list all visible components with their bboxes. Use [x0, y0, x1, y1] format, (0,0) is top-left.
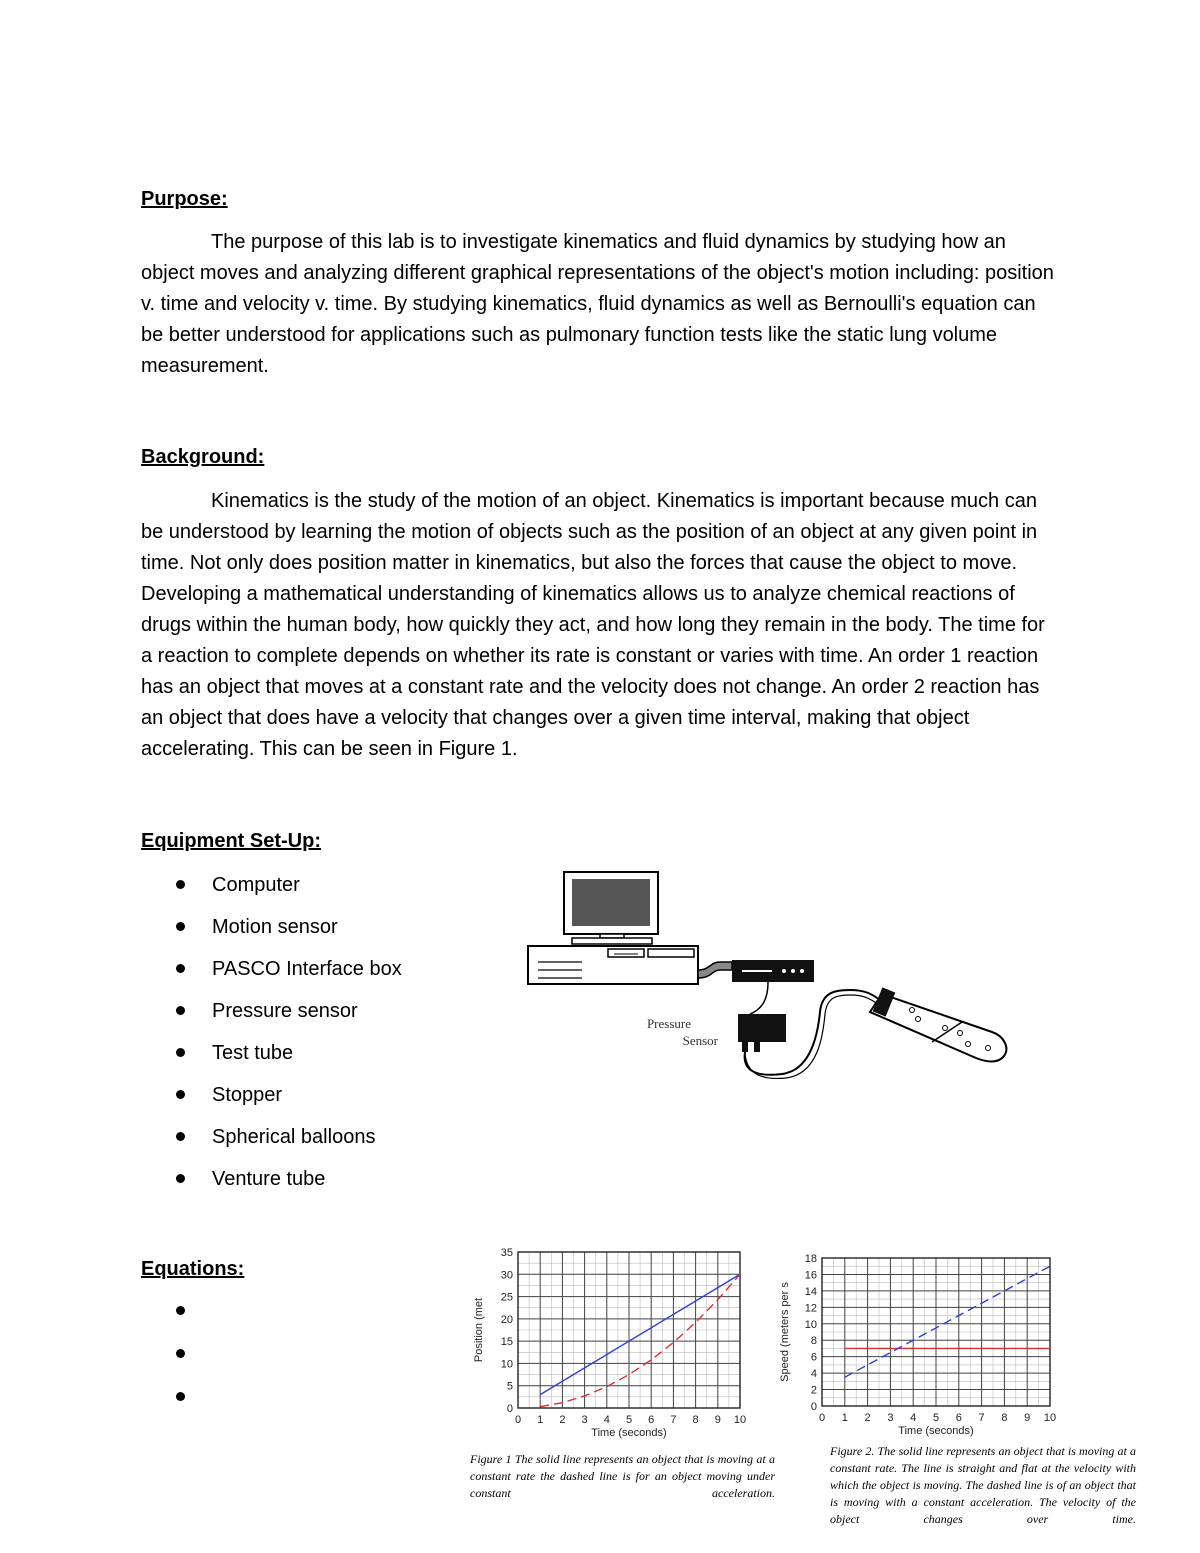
equipment-diagram: [520, 862, 1020, 1087]
y-tick-label: 8: [810, 1335, 817, 1348]
purpose-text: The purpose of this lab is to investigate kinematics and fluid dynamics by studying how an object moves and analyzing different graphical representations of the object's motion including: position v. time and velocity v. time. By studying kinematics, fluid dynamics as well as Bernoulli's equation can be better understood for applications such as pulmonary function tests like the static lung volume measurement.: [141, 231, 1054, 377]
y-tick-label: 0: [810, 1401, 817, 1413]
x-tick-label: 8: [692, 1414, 699, 1426]
x-tick-label: 6: [955, 1412, 962, 1424]
y-tick-label: 15: [500, 1336, 513, 1349]
bullet-icon: [176, 1006, 185, 1015]
x-tick-label: 1: [841, 1412, 848, 1424]
y-tick-label: 30: [500, 1269, 513, 1282]
bullet-icon: [176, 1349, 185, 1358]
equipment-heading: Equipment Set-Up:: [141, 830, 321, 852]
x-tick-label: 6: [648, 1414, 655, 1426]
x-tick-label: 10: [733, 1414, 747, 1426]
y-tick-label: 20: [500, 1313, 513, 1326]
x-tick-label: 4: [603, 1414, 610, 1426]
test-tube-icon: [870, 987, 1006, 1061]
purpose-heading: Purpose:: [141, 188, 228, 210]
y-tick-label: 2: [810, 1384, 817, 1397]
x-tick-label: 1: [537, 1414, 544, 1426]
background-heading: Background:: [141, 446, 265, 468]
x-tick-label: 4: [910, 1412, 917, 1424]
y-tick-label: 14: [804, 1285, 817, 1298]
pressure-sensor-label: Sensor: [682, 1033, 718, 1048]
x-axis-label: Time (seconds): [898, 1425, 974, 1437]
y-axis-label: Position (met: [473, 1297, 485, 1363]
x-tick-label: 5: [625, 1414, 633, 1426]
x-tick-label: 8: [1001, 1412, 1008, 1424]
bullet-icon: [176, 1392, 185, 1401]
background-paragraph: [141, 486, 1061, 765]
x-tick-label: 3: [581, 1414, 588, 1426]
computer-case-icon: [528, 946, 698, 984]
bullet-icon: [176, 922, 185, 931]
interface-box-icon: [698, 960, 814, 982]
y-tick-label: 0: [506, 1403, 513, 1415]
bullet-icon: [176, 1048, 185, 1057]
x-tick-label: 0: [818, 1412, 826, 1424]
y-tick-label: 5: [506, 1380, 513, 1393]
y-axis-label: Speed (meters per s: [779, 1282, 791, 1382]
bullet-icon: [176, 880, 185, 889]
x-tick-label: 2: [559, 1414, 566, 1426]
pressure-sensor-label: Pressure: [646, 1016, 691, 1031]
y-tick-label: 25: [500, 1291, 513, 1304]
x-axis-label: Time (seconds): [591, 1427, 667, 1439]
figure-2-caption: Figure 2. The solid line represents an object that is moving at a constant rate. The line is straight and flat at the velocity with which the object is moving. The dashed line is of an object that is moving with a constant acceleration. The velocity of the object changes over time.: [830, 1444, 1136, 1526]
bullet-icon: [176, 1306, 185, 1315]
y-tick-label: 35: [500, 1247, 513, 1259]
x-tick-label: 9: [714, 1414, 721, 1426]
x-tick-label: 7: [670, 1414, 677, 1426]
sensor-cable: [750, 982, 768, 1014]
x-tick-label: 5: [932, 1412, 940, 1424]
figure-1-caption: Figure 1 The solid line represents an object that is moving at a constant rate the dashed line is for an object moving under constant acceleration.: [470, 1452, 775, 1500]
bullet-icon: [176, 1132, 185, 1141]
y-tick-label: 10: [804, 1318, 817, 1331]
x-tick-label: 0: [514, 1414, 522, 1426]
bullet-icon: [176, 1174, 185, 1183]
figure-1-chart: [466, 1240, 766, 1450]
bullet-icon: [176, 964, 185, 973]
y-tick-label: 16: [804, 1269, 817, 1282]
x-tick-label: 10: [1043, 1412, 1057, 1424]
purpose-paragraph: [141, 227, 1061, 382]
x-tick-label: 7: [978, 1412, 985, 1424]
y-tick-label: 10: [500, 1358, 513, 1371]
x-tick-label: 2: [864, 1412, 871, 1424]
x-tick-label: 3: [887, 1412, 894, 1424]
y-tick-label: 18: [804, 1253, 817, 1265]
figure-2-chart: [772, 1246, 1072, 1446]
x-tick-label: 9: [1024, 1412, 1031, 1424]
y-tick-label: 12: [804, 1302, 817, 1315]
computer-monitor-icon: [564, 872, 658, 944]
pressure-sensor-icon: [738, 1014, 786, 1052]
equations-heading: Equations:: [141, 1258, 245, 1280]
bullet-icon: [176, 1090, 185, 1099]
y-tick-label: 4: [810, 1368, 817, 1381]
y-tick-label: 6: [810, 1351, 817, 1364]
background-text: Kinematics is the study of the motion of an object. Kinematics is important because much can be understood by learning the motion of objects such as the position of an object at any given point in time. Not only does position matter in kinematics, but also the forces that cause the object to move. Developing a mathematical understanding of kinematics allows us to analyze chemical reactions of drugs within the human body, how quickly they act, and how long they remain in the body. The time for a reaction to complete depends on whether its rate is constant or varies with time. An order 1 reaction has an object that moves at a constant rate and the velocity does not change. An order 2 reaction has an object that does have a velocity that changes over a given time interval, making that object accelerating. This can be seen in Figure 1.: [141, 490, 1045, 760]
